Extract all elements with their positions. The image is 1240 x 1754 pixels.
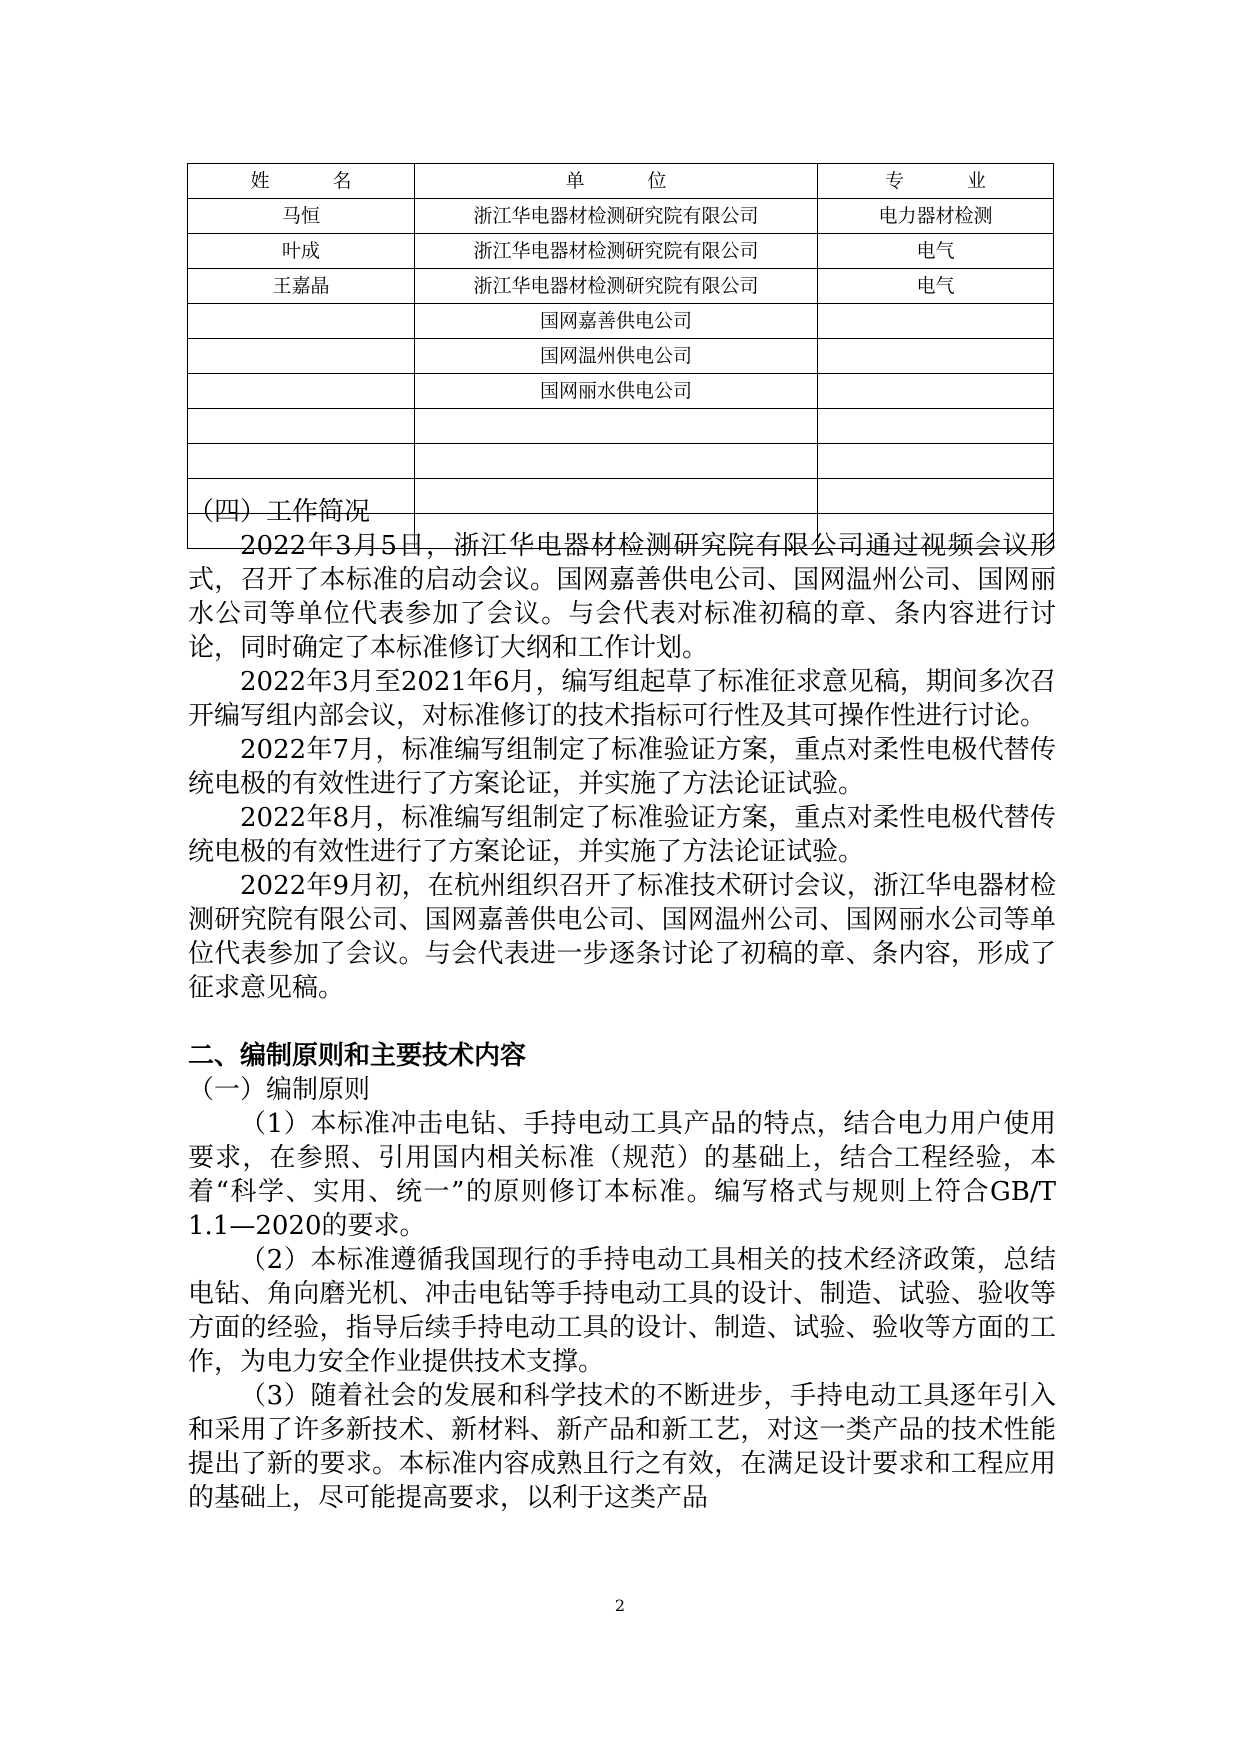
cell-unit: 国网丽水供电公司 bbox=[415, 374, 818, 409]
subsection-heading: （一）编制原则 bbox=[188, 1075, 371, 1105]
cell-unit: 国网嘉善供电公司 bbox=[415, 304, 818, 339]
table-row bbox=[188, 339, 1054, 374]
page-number: 2 bbox=[614, 1596, 626, 1615]
table-row bbox=[188, 374, 1054, 409]
cell-unit bbox=[415, 444, 818, 479]
paragraph: 2022年3月至2021年6月，编写组起草了标准征求意见稿，期间多次召开编写组内部会议，对标准修订的技术指标可行性及其可操作性进行讨论。 bbox=[188, 667, 1056, 731]
paragraph: 2022年3月5日，浙江华电器材检测研究院有限公司通过视频会议形式，召开了本标准的启动会议。国网嘉善供电公司、国网温州公司、国网丽水公司等单位代表参加了会议。与会代表对标准初稿的章、条内容进行讨论，同时确定了本标准修订大纲和工作计划。 bbox=[188, 531, 1056, 663]
table-row bbox=[188, 409, 1054, 444]
paragraph: 2022年7月，标准编写组制定了标准验证方案，重点对柔性电极代替传统电极的有效性进行了方案论证，并实施了方法论证试验。 bbox=[188, 735, 1056, 799]
member-table bbox=[187, 163, 1054, 549]
cell-major bbox=[818, 339, 1054, 374]
cell-name bbox=[188, 339, 415, 374]
header-major: 专 业 bbox=[818, 164, 1054, 199]
paragraph: （3）随着社会的发展和科学技术的不断进步，手持电动工具逐年引入和采用了许多新技术、新材料、新产品和新工艺，对这一类产品的技术性能提出了新的要求。本标准内容成熟且行之有效，在满足设计要求和工程应用的基础上，尽可能提高要求，以利于这类产品 bbox=[188, 1381, 1056, 1513]
cell-name: 马恒 bbox=[188, 199, 415, 234]
cell-name: 王嘉晶 bbox=[188, 269, 415, 304]
header-name: 姓 名 bbox=[188, 164, 415, 199]
paragraph: （1）本标准冲击电钻、手持电动工具产品的特点，结合电力用户使用要求，在参照、引用国内相关标准（规范）的基础上，结合工程经验，本着“科学、实用、统一”的原则修订本标准。编写格式与规则上符合GB/T 1.1—2020的要求。 bbox=[188, 1109, 1056, 1241]
paragraph: （2）本标准遵循我国现行的手持电动工具相关的技术经济政策，总结电钻、角向磨光机、冲击电钻等手持电动工具的设计、制造、试验、验收等方面的经验，指导后续手持电动工具的设计、制造、试验、验收等方面的工作，为电力安全作业提供技术支撑。 bbox=[188, 1245, 1056, 1377]
table-row bbox=[188, 199, 1054, 234]
section-heading-work-overview: （四）工作简况 bbox=[188, 497, 371, 527]
cell-unit: 浙江华电器材检测研究院有限公司 bbox=[415, 234, 818, 269]
spacer bbox=[188, 1005, 1056, 1039]
cell-major: 电气 bbox=[818, 269, 1054, 304]
cell-major bbox=[818, 374, 1054, 409]
header-unit: 单 位 bbox=[415, 164, 818, 199]
table-row bbox=[188, 444, 1054, 479]
cell-name bbox=[188, 304, 415, 339]
cell-name bbox=[188, 374, 415, 409]
cell-name: 叶成 bbox=[188, 234, 415, 269]
cell-name bbox=[188, 409, 415, 444]
cell-major bbox=[818, 444, 1054, 479]
cell-unit: 浙江华电器材检测研究院有限公司 bbox=[415, 199, 818, 234]
cell-unit: 浙江华电器材检测研究院有限公司 bbox=[415, 269, 818, 304]
paragraph: 2022年9月初，在杭州组织召开了标准技术研讨会议，浙江华电器材检测研究院有限公司、国网嘉善供电公司、国网温州公司、国网丽水公司等单位代表参加了会议。与会代表进一步逐条讨论了初稿的章、条内容，形成了征求意见稿。 bbox=[188, 871, 1056, 1003]
table-row bbox=[188, 269, 1054, 304]
table-row bbox=[188, 234, 1054, 269]
cell-unit bbox=[415, 409, 818, 444]
table-header-row bbox=[188, 164, 1054, 199]
cell-major bbox=[818, 409, 1054, 444]
body-text bbox=[188, 495, 1056, 1515]
cell-major bbox=[818, 304, 1054, 339]
chapter-heading: 二、编制原则和主要技术内容 bbox=[188, 1041, 527, 1071]
cell-unit: 国网温州供电公司 bbox=[415, 339, 818, 374]
table-row bbox=[188, 304, 1054, 339]
cell-major: 电气 bbox=[818, 234, 1054, 269]
paragraph: 2022年8月，标准编写组制定了标准验证方案，重点对柔性电极代替传统电极的有效性进行了方案论证，并实施了方法论证试验。 bbox=[188, 803, 1056, 867]
cell-major: 电力器材检测 bbox=[818, 199, 1054, 234]
cell-name bbox=[188, 444, 415, 479]
